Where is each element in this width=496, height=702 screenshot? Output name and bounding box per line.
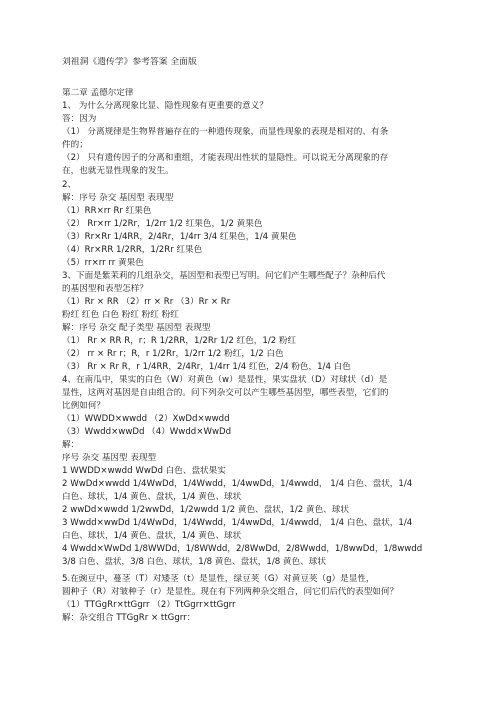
question-4-cont: 显性，这两对基因是自由组合的。问下列杂交可以产生哪些基因型，哪些表型，它们的	[62, 388, 389, 398]
solution-row: （1）RR×rr Rr 红果色	[62, 206, 152, 216]
cross-phenotypes: 粉红 红色 白色 粉红 粉红 粉红	[62, 310, 179, 320]
answer-line: （1） 分离规律是生物界普遍存在的一种遗传现象，而显性现象的表现是相对的、有条	[62, 127, 389, 137]
answer-line: （2） 只有遗传因子的分离和重组，才能表现出性状的显隐性。可以说无分离现象的存	[62, 153, 389, 163]
question-4-cont: 比例如何？	[62, 401, 105, 411]
solution-row: 3 Wwdd×wwDd 1/4WwDd，1/4Wwdd，1/4wwDd，1/4wwdd， 1/4 白色、盘状，1/4	[62, 518, 413, 528]
solution-header: 解：序号 杂交 配子类型 基因型 表现型	[62, 323, 211, 333]
solution-row: 白色、球状，1/4 黄色、盘状，1/4 黄色、球状	[62, 531, 242, 541]
solution-row: （5）rr×rr rr 黄果色	[62, 258, 144, 268]
solution-row: （3）Rr×Rr 1/4RR，2/4Rr，1/4rr 3/4 红果色，1/4 黄果色	[62, 232, 297, 242]
question-2: 2、	[62, 180, 77, 190]
solution-row: 2 wwDd×wwdd 1/2wwDd，1/2wwdd 1/2 黄色、盘状，1/2 黄色、球状	[62, 505, 349, 515]
chapter-heading: 第二章 孟德尔定律	[62, 88, 134, 98]
question-1: 1、 为什么分离现象比显、隐性现象有更重要的意义？	[62, 101, 268, 111]
answer-label: 答：因为	[62, 114, 97, 124]
document-title: 刘祖洞《遗传学》参考答案 全面版	[62, 57, 197, 67]
cross-list: （1）TTGgRr×ttGgrr （2）TtGgrr×ttGgrr	[62, 600, 236, 610]
question-3: 3、下面是紫茉莉的几组杂交，基因型和表型已写明。问它们产生哪些配子？杂种后代	[62, 271, 386, 281]
question-3-cont: 的基因型和表型怎样？	[62, 284, 148, 294]
question-4: 4、在南瓜中，果实的白色（W）对黄色（w）是显性，果实盘状（D）对球状（d）是	[62, 375, 388, 385]
solution-row: 2 WwDd×wwdd 1/4WwDd，1/4Wwdd，1/4wwDd，1/4wwdd， 1/4 白色、盘状，1/4	[62, 479, 413, 489]
solution-row: （2） Rr×rr 1/2Rr，1/2rr 1/2 红果色，1/2 黄果色	[62, 219, 263, 229]
solution-row: （2） rr × Rr r；R，r 1/2Rr，1/2rr 1/2 粉红，1/2 白色	[62, 349, 284, 359]
solution-label: 解：	[62, 440, 80, 450]
solution-header: 解：序号 杂交 基因型 表现型	[62, 193, 174, 203]
solution-label: 解：杂交组合 TTGgRr × ttGgrr：	[62, 613, 196, 623]
question-5-cont: 圆种子（R）对皱种子（r）是显性。现在有下列两种杂交组合，问它们后代的表型如何？	[62, 587, 399, 597]
solution-row: 3/8 白色、盘状，3/8 白色、球状，1/8 黄色、盘状，1/8 黄色、球状	[62, 557, 326, 567]
solution-row: 4 Wwdd×WwDd 1/8WWDd，1/8WWdd，2/8WwDd，2/8Wwdd，1/8wwDd，1/8wwdd	[62, 544, 423, 554]
solution-header: 序号 杂交 基因型 表现型	[62, 453, 157, 463]
answer-line: 在，也就无显性现象的发生。	[62, 166, 174, 176]
cross-list: （1）WWDD×wwdd （2）XwDd×wwdd	[62, 414, 230, 424]
question-5: 5.在豌豆中，蔓茎（T）对矮茎（t）是显性，绿豆荚（G）对黄豆荚（g）是显性，	[62, 574, 375, 584]
cross-list: （1）Rr × RR （2）rr × Rr （3）Rr × Rr	[62, 297, 231, 307]
solution-row: （4）Rr×RR 1/2RR，1/2Rr 红果色	[62, 245, 203, 255]
solution-row: （3） Rr × Rr R，r 1/4RR，2/4Rr，1/4rr 1/4 红色，2/4 粉色，1/4 白色	[62, 362, 351, 372]
solution-row: 白色、球状，1/4 黄色、盘状，1/4 黄色、球状	[62, 492, 242, 502]
cross-list: （3）Wwdd×wwDd （4）Wwdd×WwDd	[62, 427, 232, 437]
answer-line: 件的；	[62, 140, 88, 150]
solution-row: （1） Rr × RR R，r；R 1/2RR，1/2Rr 1/2 红色，1/2 粉红	[62, 336, 297, 346]
solution-row: 1 WWDD×wwdd WwDd 白色、盘状果实	[62, 466, 226, 476]
